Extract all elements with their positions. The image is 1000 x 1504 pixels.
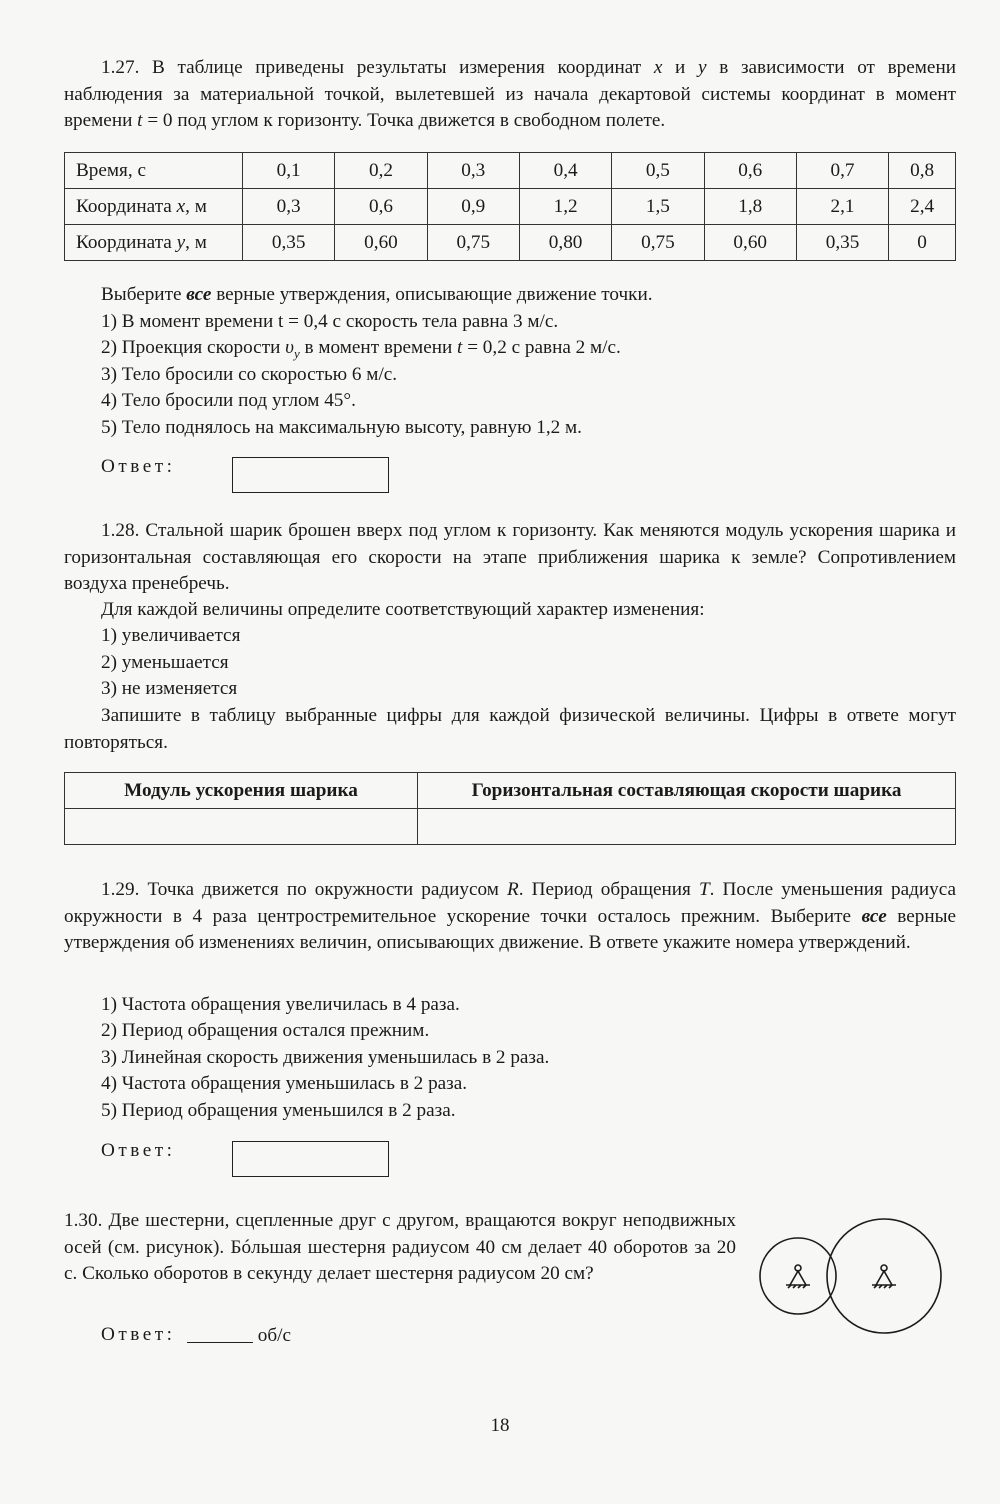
- answer-cell-acceleration[interactable]: [65, 809, 418, 845]
- table-cell: 0,1: [243, 153, 335, 189]
- table-cell: 1,8: [704, 189, 796, 225]
- table-cell: 0,4: [519, 153, 611, 189]
- table-cell: 0,7: [796, 153, 888, 189]
- problem-1-27-text: 1.27. В таблице приведены результаты измерения координат x и y в зависимости от времени наблюдения за материальной точкой, вылетевшей из начала декартовой системы координат в момент времени t = 0 под углом к горизонту. Точка движется в свободном полете.: [64, 57, 956, 131]
- table-cell: 0,8: [889, 153, 956, 189]
- problem-1-27-option-4: 4) Тело бросили под углом 45°.: [101, 390, 356, 411]
- problem-1-29-option-1: 1) Частота обращения увеличилась в 4 раза.: [101, 994, 460, 1015]
- table-cell: 0,80: [519, 225, 611, 261]
- row-label-y: Координата y, м: [65, 225, 243, 261]
- table-cell: 0,75: [427, 225, 519, 261]
- answer-label-1-29: Ответ:: [101, 1140, 176, 1161]
- answer-table-1-28: [64, 772, 956, 845]
- answer-label-1-27: Ответ:: [101, 456, 176, 477]
- problem-1-28-option-1: 1) увеличивается: [101, 625, 241, 646]
- table-cell: 2,1: [796, 189, 888, 225]
- problem-1-28-text: 1.28. Стальной шарик брошен вверх под углом к горизонту. Как меняются модуль ускорения шарика и горизонтальная составляющая его скорости на этапе приближения шарика к земле? Сопротивлением воздуха пренебречь.: [64, 520, 956, 594]
- table-cell: 0,35: [796, 225, 888, 261]
- answer-cell-velocity[interactable]: [418, 809, 956, 845]
- column-header-acceleration: Модуль ускорения шарика: [65, 773, 418, 809]
- table-row: [65, 773, 956, 809]
- table-row-x: [65, 189, 956, 225]
- row-label-time: Время, с: [65, 153, 243, 189]
- table-row-y: [65, 225, 956, 261]
- problem-1-27-option-5: 5) Тело поднялось на максимальную высоту, равную 1,2 м.: [101, 417, 582, 438]
- page-number: 18: [490, 1415, 510, 1436]
- problem-1-27-option-2: 2) Проекция скорости $\upsilon_y$ в момент времени t = 0,2 с равна 2 м/с.: [101, 337, 621, 361]
- table-cell: 0,9: [427, 189, 519, 225]
- small-gear-circle: [760, 1238, 836, 1314]
- problem-1-27-option-1: 1) В момент времени t = 0,4 с скорость тела равна 3 м/с.: [101, 311, 559, 332]
- answer-blank-1-30[interactable]: [187, 1324, 291, 1347]
- row-label-x: Координата x, м: [65, 189, 243, 225]
- table-cell: 0,60: [704, 225, 796, 261]
- problem-1-29-text: 1.29. Точка движется по окружности радиусом R. Период обращения T. После уменьшения радиуса окружности в 4 раза центростремительное ускорение точки осталось прежним. Выберите все верные утверждения об изменениях величин, описывающих движение. В ответе укажите номера утверждений.: [64, 879, 956, 953]
- answer-blank-line[interactable]: [187, 1324, 253, 1343]
- problem-1-28-instruction: Для каждой величины определите соответствующий характер изменения:: [101, 599, 705, 620]
- problem-1-29-option-5: 5) Период обращения уменьшился в 2 раза.: [101, 1100, 456, 1121]
- problem-1-29-option-4: 4) Частота обращения уменьшилась в 2 раза.: [101, 1073, 468, 1094]
- answer-box-1-29[interactable]: [232, 1141, 389, 1177]
- problem-1-30-text: 1.30. Две шестерни, сцепленные друг с другом, вращаются вокруг неподвижных осей (см. рисунок). Бóльшая шестерня радиусом 40 см делает 40 оборотов за 20 с. Сколько оборотов в секунду делает шестерня радиусом 20 см?: [64, 1210, 736, 1284]
- gears-figure: [755, 1212, 950, 1337]
- answer-label-1-30: Ответ:: [101, 1324, 176, 1345]
- table-cell: 1,5: [612, 189, 704, 225]
- table-cell: 1,2: [519, 189, 611, 225]
- table-cell: 0,35: [243, 225, 335, 261]
- problem-1-28-option-2: 2) уменьшается: [101, 652, 229, 673]
- table-cell: 0,3: [427, 153, 519, 189]
- table-cell: 0,60: [335, 225, 427, 261]
- problem-1-27-prompt: Выберите все верные утверждения, описывающие движение точки.: [101, 284, 653, 305]
- small-gear-axle-icon: [786, 1265, 810, 1288]
- large-gear-axle-icon: [872, 1265, 896, 1288]
- table-cell: 0,6: [704, 153, 796, 189]
- answer-box-1-27[interactable]: [232, 457, 389, 493]
- table-cell: 0,75: [612, 225, 704, 261]
- table-cell: 0,5: [612, 153, 704, 189]
- problem-1-27-option-3: 3) Тело бросили со скоростью 6 м/с.: [101, 364, 398, 385]
- table-cell: 0,3: [243, 189, 335, 225]
- problem-1-29-option-3: 3) Линейная скорость движения уменьшилась в 2 раза.: [101, 1047, 550, 1068]
- large-gear-circle: [827, 1219, 941, 1333]
- problem-1-28-option-3: 3) не изменяется: [101, 678, 238, 699]
- problem-1-29-option-2: 2) Период обращения остался прежним.: [101, 1020, 430, 1041]
- table-cell: 0,2: [335, 153, 427, 189]
- column-header-velocity: Горизонтальная составляющая скорости шарика: [418, 773, 956, 809]
- problem-1-28-write-instruction: Запишите в таблицу выбранные цифры для каждой физической величины. Цифры в ответе могут повторяться.: [64, 705, 956, 753]
- table-cell: 0,6: [335, 189, 427, 225]
- table-row: [65, 809, 956, 845]
- table-row-time: [65, 153, 956, 189]
- answer-unit: об/с: [257, 1325, 292, 1346]
- measurement-table: [64, 152, 956, 261]
- table-cell: 2,4: [889, 189, 956, 225]
- table-cell: 0: [889, 225, 956, 261]
